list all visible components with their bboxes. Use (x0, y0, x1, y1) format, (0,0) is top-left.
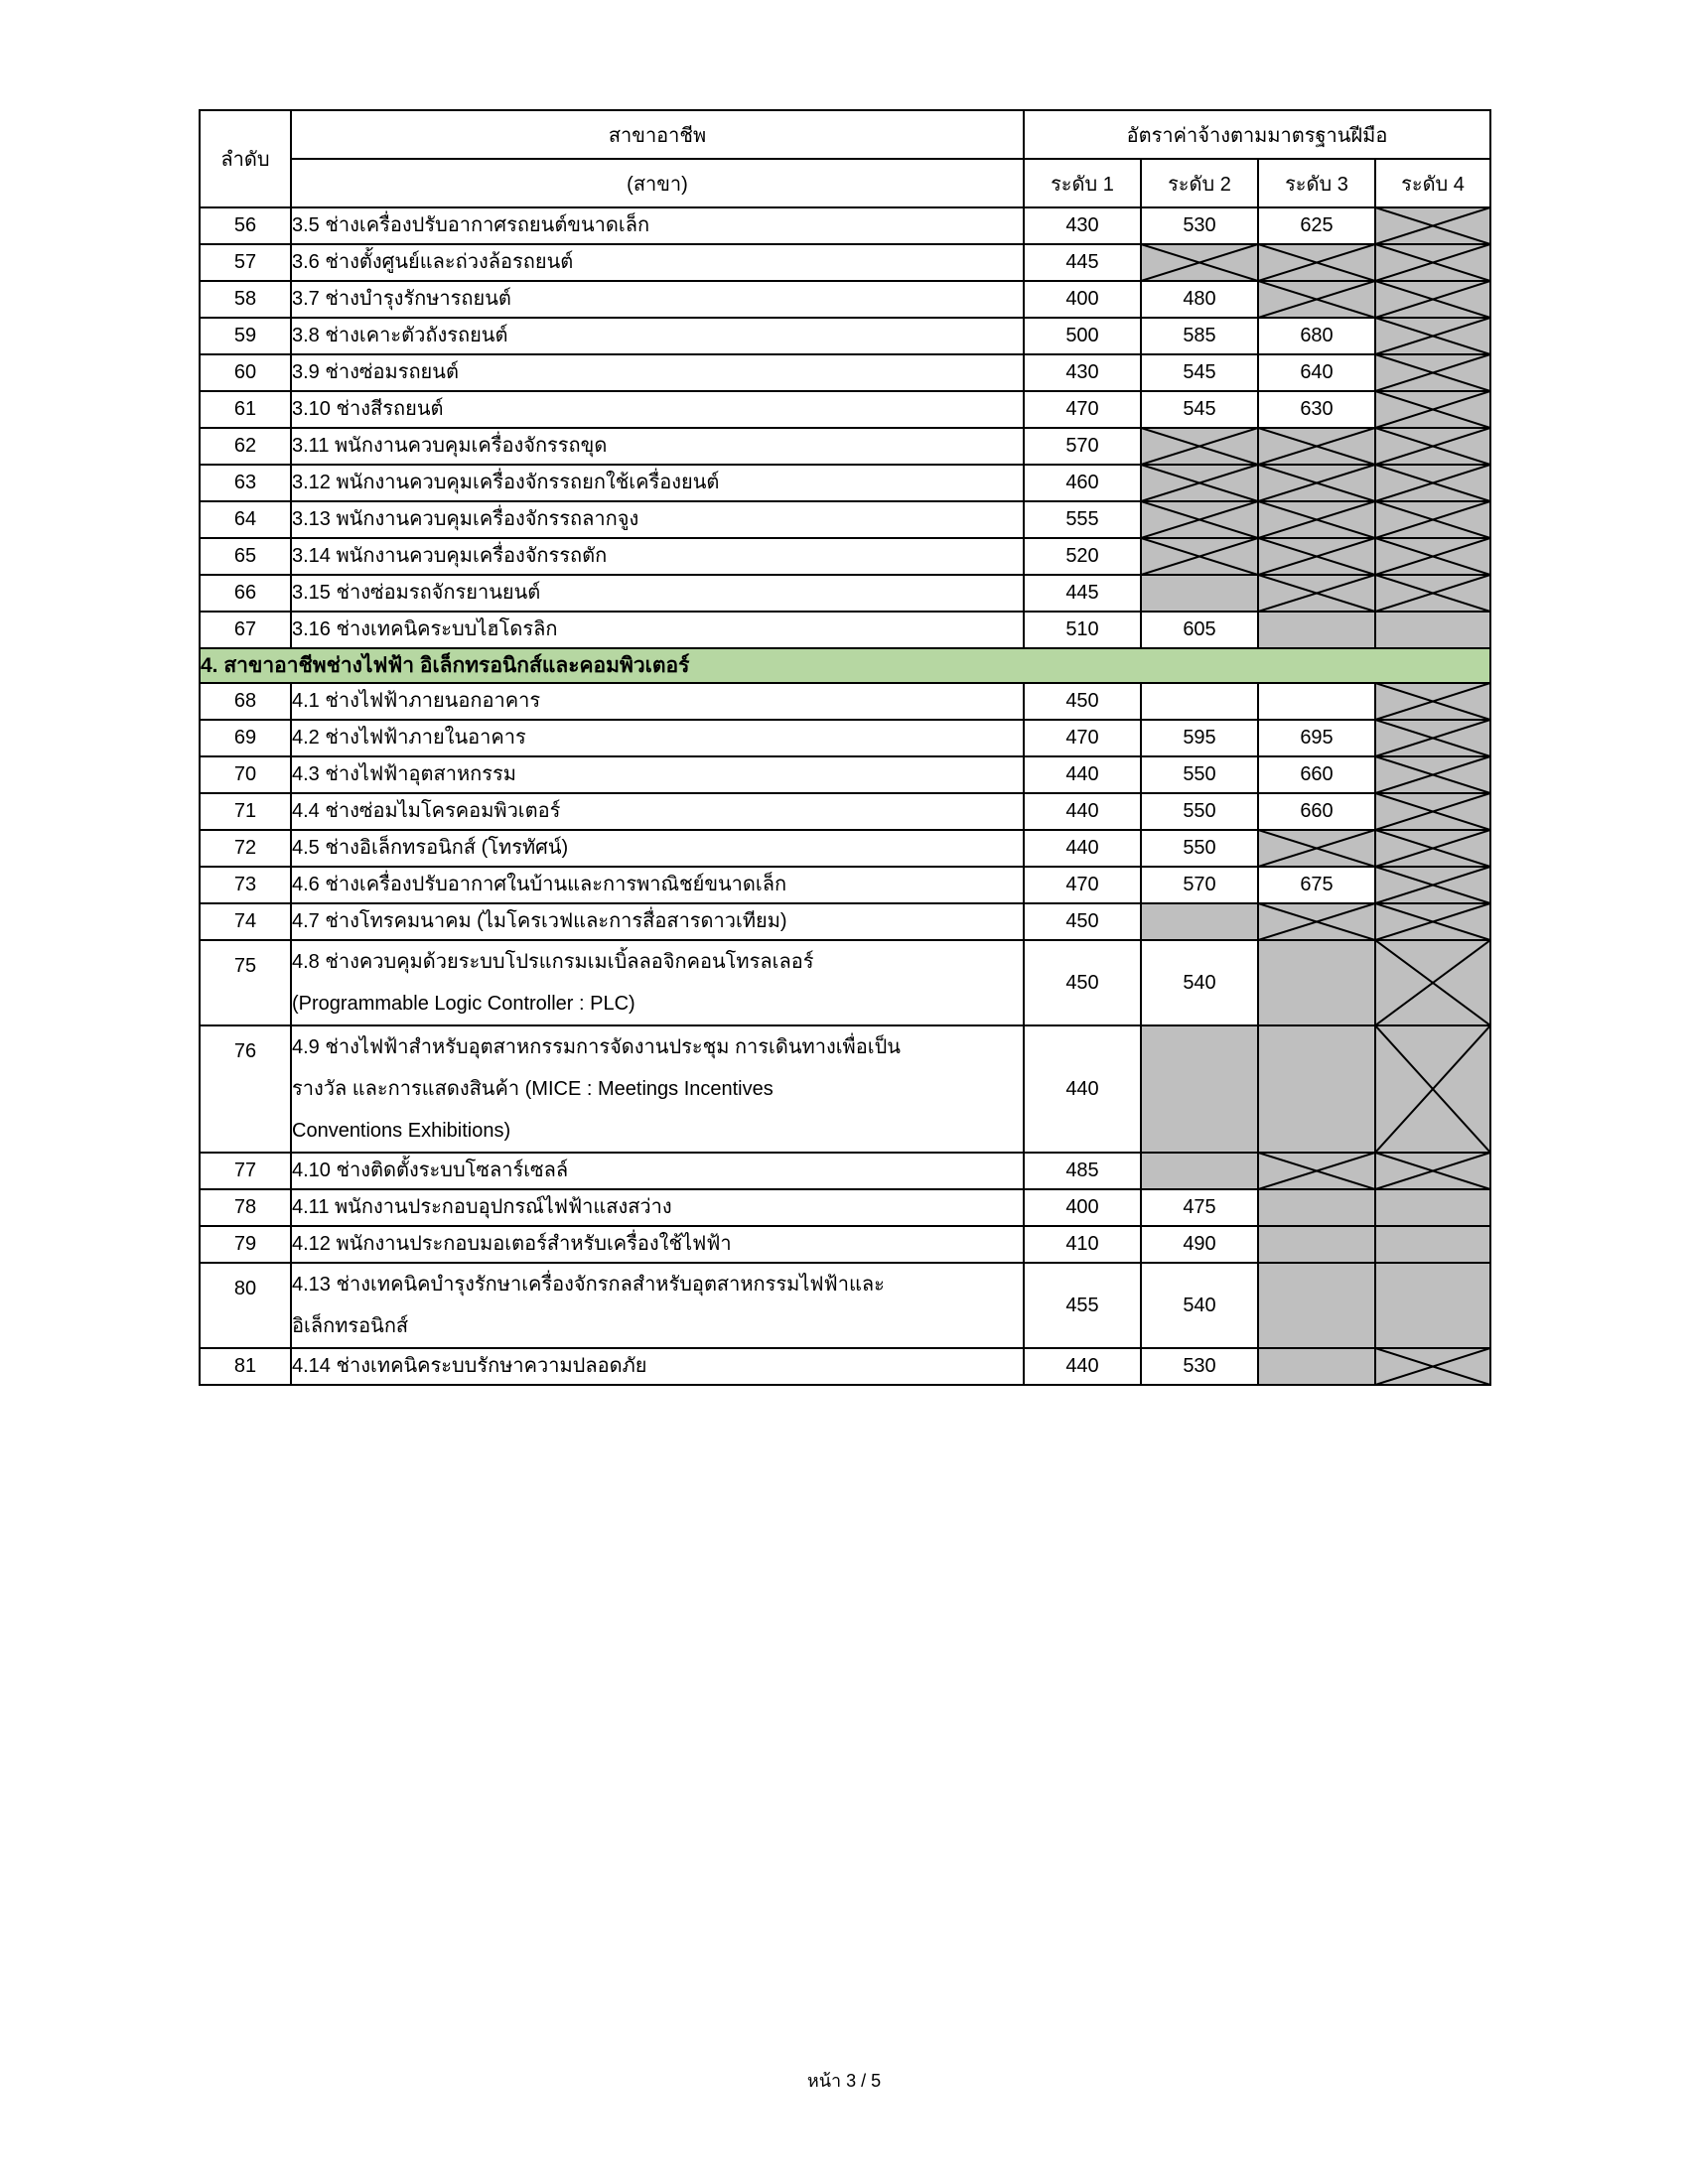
rate-cell-level-4 (1375, 281, 1490, 318)
row-order-number: 68 (200, 683, 291, 720)
rate-cell-level-2 (1141, 244, 1258, 281)
rate-cell-level-4 (1375, 1025, 1490, 1153)
rate-cell-level-2: 540 (1141, 1263, 1258, 1348)
rate-cell-level-1: 445 (1024, 244, 1141, 281)
row-occupation-name: 4.1 ช่างไฟฟ้าภายนอกอาคาร (291, 683, 1024, 720)
row-order-number: 70 (200, 756, 291, 793)
rate-cell-level-4 (1375, 391, 1490, 428)
rate-cell-level-2 (1141, 465, 1258, 501)
rate-cell-level-4 (1375, 720, 1490, 756)
rate-cell-level-3 (1258, 538, 1375, 575)
rate-cell-level-1: 570 (1024, 428, 1141, 465)
rate-cell-level-2: 595 (1141, 720, 1258, 756)
row-order-number: 57 (200, 244, 291, 281)
rate-cell-level-4 (1375, 867, 1490, 903)
section-header-row (200, 648, 1490, 683)
row-order-number: 78 (200, 1189, 291, 1226)
rate-cell-level-2: 490 (1141, 1226, 1258, 1263)
row-order-number: 64 (200, 501, 291, 538)
row-occupation-name: 3.10 ช่างสีรถยนต์ (291, 391, 1024, 428)
row-order-number: 63 (200, 465, 291, 501)
rate-cell-level-3 (1258, 465, 1375, 501)
row-order-number: 61 (200, 391, 291, 428)
table-row (200, 1153, 1490, 1189)
rate-cell-level-3 (1258, 281, 1375, 318)
row-occupation-name: 3.16 ช่างเทคนิคระบบไฮโดรลิก (291, 612, 1024, 648)
row-occupation-name: 3.8 ช่างเคาะตัวถังรถยนต์ (291, 318, 1024, 354)
table-row (200, 940, 1490, 1025)
header-occupation-line2: (สาขา) (291, 159, 1024, 207)
rate-cell-level-3 (1258, 1153, 1375, 1189)
row-occupation-name: 4.6 ช่างเครื่องปรับอากาศในบ้านและการพาณิชย์ขนาดเล็ก (291, 867, 1024, 903)
header-level-4: ระดับ 4 (1375, 159, 1490, 207)
row-order-number: 69 (200, 720, 291, 756)
section-title: 4. สาขาอาชีพช่างไฟฟ้า อิเล็กทรอนิกส์และคอมพิวเตอร์ (200, 648, 1490, 683)
row-occupation-name: 3.12 พนักงานควบคุมเครื่องจักรรถยกใช้เครื่องยนต์ (291, 465, 1024, 501)
table-row (200, 1348, 1490, 1385)
rate-cell-level-3 (1258, 830, 1375, 867)
rate-cell-level-1: 440 (1024, 830, 1141, 867)
rate-cell-level-3: 630 (1258, 391, 1375, 428)
table-row (200, 1226, 1490, 1263)
rate-cell-level-4 (1375, 1153, 1490, 1189)
rate-cell-level-3 (1258, 903, 1375, 940)
rate-cell-level-4 (1375, 428, 1490, 465)
rate-cell-level-4 (1375, 683, 1490, 720)
table-row (200, 612, 1490, 648)
row-occupation-name: 4.10 ช่างติดตั้งระบบโซลาร์เซลล์ (291, 1153, 1024, 1189)
rate-cell-level-1: 450 (1024, 903, 1141, 940)
rate-cell-level-2: 550 (1141, 830, 1258, 867)
row-occupation-name: 4.9 ช่างไฟฟ้าสำหรับอุตสาหกรรมการจัดงานประชุม การเดินทางเพื่อเป็น รางวัล และการแสดงสินค้า (MICE : Meetings Incentives Conventions Exhibitions) (291, 1025, 1024, 1153)
rate-cell-level-3 (1258, 501, 1375, 538)
row-order-number: 73 (200, 867, 291, 903)
rate-cell-level-2 (1141, 1153, 1258, 1189)
rate-cell-level-1: 520 (1024, 538, 1141, 575)
row-occupation-name: 4.3 ช่างไฟฟ้าอุตสาหกรรม (291, 756, 1024, 793)
table-row (200, 720, 1490, 756)
rate-cell-level-3: 640 (1258, 354, 1375, 391)
table-row (200, 756, 1490, 793)
rate-cell-level-3 (1258, 940, 1375, 1025)
rate-cell-level-2: 545 (1141, 391, 1258, 428)
rate-cell-level-4 (1375, 465, 1490, 501)
table-row (200, 575, 1490, 612)
rate-cell-level-3: 625 (1258, 207, 1375, 244)
row-occupation-name: 3.9 ช่างซ่อมรถยนต์ (291, 354, 1024, 391)
rate-cell-level-1: 485 (1024, 1153, 1141, 1189)
rate-cell-level-4 (1375, 1189, 1490, 1226)
rate-cell-level-1: 460 (1024, 465, 1141, 501)
table-row (200, 501, 1490, 538)
header-level-2: ระดับ 2 (1141, 159, 1258, 207)
rate-cell-level-3 (1258, 683, 1375, 720)
rate-cell-level-4 (1375, 903, 1490, 940)
rate-cell-level-1: 500 (1024, 318, 1141, 354)
table-row (200, 244, 1490, 281)
row-order-number: 77 (200, 1153, 291, 1189)
table-row (200, 354, 1490, 391)
rate-cell-level-2: 475 (1141, 1189, 1258, 1226)
rate-cell-level-2: 480 (1141, 281, 1258, 318)
table-row (200, 391, 1490, 428)
rate-cell-level-2 (1141, 575, 1258, 612)
rate-cell-level-3 (1258, 612, 1375, 648)
table-header (200, 110, 1490, 207)
wage-rate-table (199, 109, 1491, 1386)
rate-cell-level-3 (1258, 428, 1375, 465)
row-occupation-name: 3.7 ช่างบำรุงรักษารถยนต์ (291, 281, 1024, 318)
row-occupation-name: 4.2 ช่างไฟฟ้าภายในอาคาร (291, 720, 1024, 756)
rate-cell-level-1: 450 (1024, 683, 1141, 720)
table-row (200, 830, 1490, 867)
rate-cell-level-1: 510 (1024, 612, 1141, 648)
rate-cell-level-2 (1141, 428, 1258, 465)
row-occupation-name: 4.7 ช่างโทรคมนาคม (ไมโครเวฟและการสื่อสารดาวเทียม) (291, 903, 1024, 940)
row-order-number: 66 (200, 575, 291, 612)
row-order-number: 80 (200, 1263, 291, 1348)
table-row (200, 465, 1490, 501)
table-row (200, 207, 1490, 244)
rate-cell-level-1: 430 (1024, 207, 1141, 244)
rate-cell-level-2: 540 (1141, 940, 1258, 1025)
rate-cell-level-3: 695 (1258, 720, 1375, 756)
rate-cell-level-2 (1141, 1025, 1258, 1153)
rate-cell-level-2 (1141, 683, 1258, 720)
rate-cell-level-1: 440 (1024, 1025, 1141, 1153)
table-body (200, 207, 1490, 1385)
rate-cell-level-1: 400 (1024, 281, 1141, 318)
rate-cell-level-3 (1258, 1348, 1375, 1385)
row-occupation-name: 4.11 พนักงานประกอบอุปกรณ์ไฟฟ้าแสงสว่าง (291, 1189, 1024, 1226)
rate-cell-level-4 (1375, 612, 1490, 648)
rate-cell-level-4 (1375, 244, 1490, 281)
row-occupation-name: 3.15 ช่างซ่อมรถจักรยานยนต์ (291, 575, 1024, 612)
row-occupation-name: 4.13 ช่างเทคนิคบำรุงรักษาเครื่องจักรกลสำหรับอุตสาหกรรมไฟฟ้าและ อิเล็กทรอนิกส์ (291, 1263, 1024, 1348)
table-row (200, 1189, 1490, 1226)
row-order-number: 74 (200, 903, 291, 940)
rate-cell-level-2: 550 (1141, 756, 1258, 793)
row-occupation-name: 4.8 ช่างควบคุมด้วยระบบโปรแกรมเมเบิ้ลลอจิกคอนโทรลเลอร์ (Programmable Logic Controller : PLC) (291, 940, 1024, 1025)
row-order-number: 65 (200, 538, 291, 575)
rate-cell-level-4 (1375, 1263, 1490, 1348)
row-occupation-name: 4.12 พนักงานประกอบมอเตอร์สำหรับเครื่องใช้ไฟฟ้า (291, 1226, 1024, 1263)
rate-cell-level-3 (1258, 575, 1375, 612)
rate-cell-level-4 (1375, 501, 1490, 538)
table-row (200, 318, 1490, 354)
rate-cell-level-1: 470 (1024, 867, 1141, 903)
row-occupation-name: 3.5 ช่างเครื่องปรับอากาศรถยนต์ขนาดเล็ก (291, 207, 1024, 244)
rate-cell-level-3: 675 (1258, 867, 1375, 903)
rate-cell-level-4 (1375, 538, 1490, 575)
rate-cell-level-3 (1258, 1025, 1375, 1153)
row-order-number: 72 (200, 830, 291, 867)
rate-cell-level-2: 530 (1141, 1348, 1258, 1385)
rate-cell-level-2: 545 (1141, 354, 1258, 391)
rate-cell-level-1: 470 (1024, 720, 1141, 756)
table-row (200, 793, 1490, 830)
table-row (200, 1263, 1490, 1348)
rate-cell-level-4 (1375, 830, 1490, 867)
header-level-1: ระดับ 1 (1024, 159, 1141, 207)
row-order-number: 59 (200, 318, 291, 354)
table-row (200, 867, 1490, 903)
row-occupation-name: 3.13 พนักงานควบคุมเครื่องจักรรถลากจูง (291, 501, 1024, 538)
rate-cell-level-3: 680 (1258, 318, 1375, 354)
page-footer: หน้า 3 / 5 (806, 2071, 882, 2091)
row-order-number: 60 (200, 354, 291, 391)
header-order: ลำดับ (200, 110, 291, 207)
rate-cell-level-4 (1375, 756, 1490, 793)
rate-cell-level-3: 660 (1258, 793, 1375, 830)
rate-cell-level-2: 530 (1141, 207, 1258, 244)
table-row (200, 428, 1490, 465)
rate-cell-level-1: 470 (1024, 391, 1141, 428)
row-occupation-name: 3.14 พนักงานควบคุมเครื่องจักรรถตัก (291, 538, 1024, 575)
row-order-number: 58 (200, 281, 291, 318)
table-row (200, 903, 1490, 940)
rate-cell-level-2: 570 (1141, 867, 1258, 903)
rate-cell-level-2 (1141, 501, 1258, 538)
rate-cell-level-1: 440 (1024, 756, 1141, 793)
rate-cell-level-2: 585 (1141, 318, 1258, 354)
rate-cell-level-1: 440 (1024, 1348, 1141, 1385)
rate-cell-level-1: 555 (1024, 501, 1141, 538)
rate-cell-level-4 (1375, 207, 1490, 244)
rate-cell-level-1: 400 (1024, 1189, 1141, 1226)
row-occupation-name: 4.14 ช่างเทคนิคระบบรักษาความปลอดภัย (291, 1348, 1024, 1385)
rate-cell-level-4 (1375, 940, 1490, 1025)
rate-cell-level-1: 455 (1024, 1263, 1141, 1348)
rate-cell-level-1: 440 (1024, 793, 1141, 830)
rate-cell-level-4 (1375, 354, 1490, 391)
table-row (200, 1025, 1490, 1153)
rate-cell-level-3 (1258, 1189, 1375, 1226)
row-order-number: 62 (200, 428, 291, 465)
rate-cell-level-4 (1375, 1348, 1490, 1385)
rate-cell-level-3 (1258, 244, 1375, 281)
row-occupation-name: 3.11 พนักงานควบคุมเครื่องจักรรถขุด (291, 428, 1024, 465)
rate-cell-level-1: 450 (1024, 940, 1141, 1025)
table-row (200, 281, 1490, 318)
row-order-number: 75 (200, 940, 291, 1025)
rate-cell-level-1: 430 (1024, 354, 1141, 391)
rate-cell-level-2: 605 (1141, 612, 1258, 648)
rate-cell-level-2 (1141, 538, 1258, 575)
rate-cell-level-3: 660 (1258, 756, 1375, 793)
rate-cell-level-2 (1141, 903, 1258, 940)
row-order-number: 56 (200, 207, 291, 244)
table-row (200, 538, 1490, 575)
row-order-number: 81 (200, 1348, 291, 1385)
row-order-number: 67 (200, 612, 291, 648)
row-occupation-name: 3.6 ช่างตั้งศูนย์และถ่วงล้อรถยนต์ (291, 244, 1024, 281)
rate-cell-level-4 (1375, 793, 1490, 830)
row-order-number: 76 (200, 1025, 291, 1153)
row-order-number: 79 (200, 1226, 291, 1263)
rate-cell-level-1: 410 (1024, 1226, 1141, 1263)
header-occupation-line1: สาขาอาชีพ (291, 110, 1024, 159)
rate-cell-level-2: 550 (1141, 793, 1258, 830)
rate-cell-level-1: 445 (1024, 575, 1141, 612)
rate-cell-level-4 (1375, 318, 1490, 354)
row-order-number: 71 (200, 793, 291, 830)
header-rate-group: อัตราค่าจ้างตามมาตรฐานฝีมือ (1024, 110, 1490, 159)
rate-cell-level-3 (1258, 1263, 1375, 1348)
header-level-3: ระดับ 3 (1258, 159, 1375, 207)
row-occupation-name: 4.5 ช่างอิเล็กทรอนิกส์ (โทรทัศน์) (291, 830, 1024, 867)
rate-cell-level-4 (1375, 1226, 1490, 1263)
row-occupation-name: 4.4 ช่างซ่อมไมโครคอมพิวเตอร์ (291, 793, 1024, 830)
table-row (200, 683, 1490, 720)
rate-cell-level-3 (1258, 1226, 1375, 1263)
rate-cell-level-4 (1375, 575, 1490, 612)
